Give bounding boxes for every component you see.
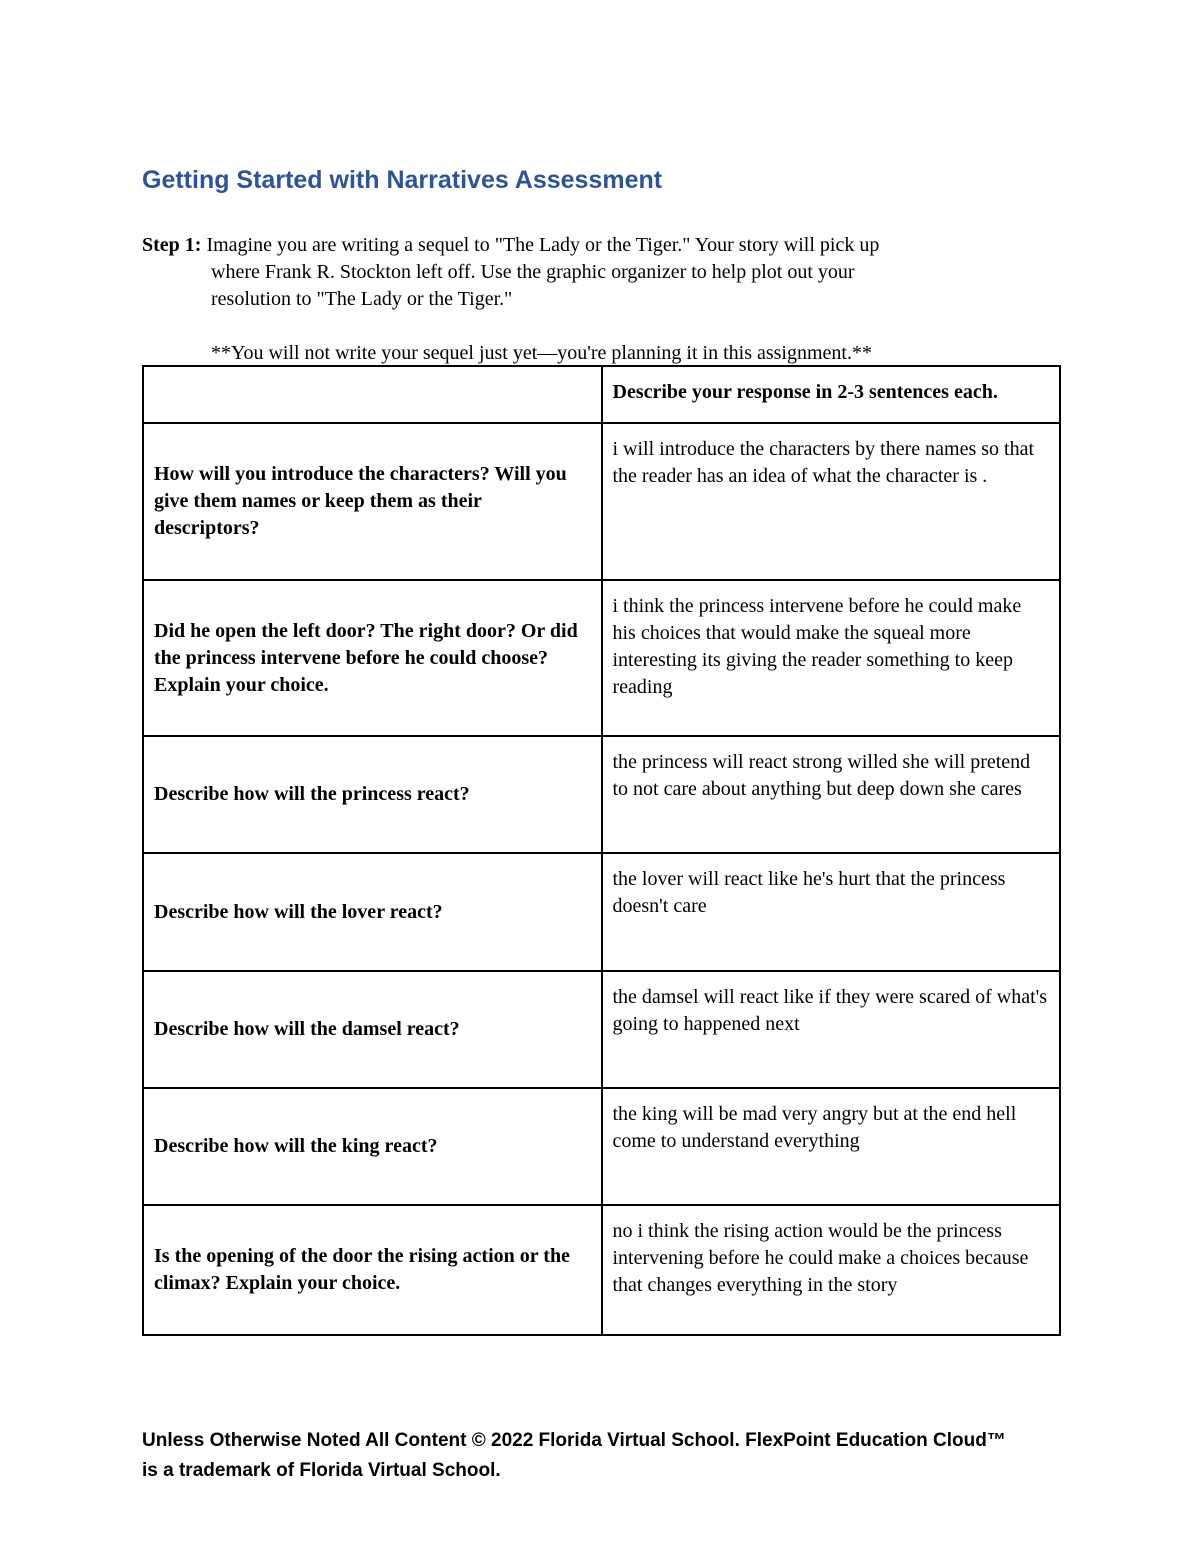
answer-cell: i will introduce the characters by there names so that the reader has an idea of what the character is . — [602, 423, 1061, 580]
answer-cell: the lover will react like he's hurt that the princess doesn't care — [602, 853, 1061, 971]
step-instructions — [142, 232, 1022, 313]
table-row — [143, 853, 1060, 971]
answer-cell: the princess will react strong willed she will pretend to not care about anything but deep down she cares — [602, 736, 1061, 853]
step-line-1-text: Imagine you are writing a sequel to "The Lady or the Tiger." Your story will pick up — [206, 234, 880, 256]
answer-cell: the damsel will react like if they were scared of what's going to happened next — [602, 971, 1061, 1088]
copyright-footer — [142, 1426, 1102, 1486]
page-title: Getting Started with Narratives Assessment — [142, 166, 663, 194]
table-row — [143, 1205, 1060, 1335]
question-cell: Describe how will the princess react? — [143, 736, 602, 853]
footer-line-1: Unless Otherwise Noted All Content © 2022 Florida Virtual School. FlexPoint Education Cloud™ — [142, 1430, 1006, 1451]
planning-note: **You will not write your sequel just yet—you're planning it in this assignment.** — [211, 342, 872, 364]
table-row — [143, 971, 1060, 1088]
question-cell: Describe how will the damsel react? — [143, 971, 602, 1088]
question-cell: How will you introduce the characters? Will you give them names or keep them as their descriptors? — [143, 423, 602, 580]
answer-cell: no i think the rising action would be the princess intervening before he could make a choices because that changes everything in the story — [602, 1205, 1061, 1335]
step-line-1 — [142, 232, 1022, 259]
header-cell-response: Describe your response in 2-3 sentences each. — [602, 366, 1061, 423]
table-row — [143, 736, 1060, 853]
table-row — [143, 1088, 1060, 1205]
footer-line-2: is a trademark of Florida Virtual School. — [142, 1460, 501, 1481]
table-row — [143, 423, 1060, 580]
question-cell: Describe how will the king react? — [143, 1088, 602, 1205]
header-cell-blank — [143, 366, 602, 423]
step-line-3: resolution to "The Lady or the Tiger." — [211, 288, 513, 310]
step-line-2: where Frank R. Stockton left off. Use the graphic organizer to help plot out your — [211, 261, 855, 283]
question-cell: Did he open the left door? The right door? Or did the princess intervene before he could choose? Explain your choice. — [143, 580, 602, 736]
table-header-row — [143, 366, 1060, 423]
question-cell: Is the opening of the door the rising action or the climax? Explain your choice. — [143, 1205, 602, 1335]
answer-cell: the king will be mad very angry but at the end hell come to understand everything — [602, 1088, 1061, 1205]
answer-cell: i think the princess intervene before he could make his choices that would make the squeal more interesting its giving the reader something to keep reading — [602, 580, 1061, 736]
step-label: Step 1: — [142, 234, 202, 256]
question-cell: Describe how will the lover react? — [143, 853, 602, 971]
graphic-organizer-table — [142, 365, 1061, 1336]
table-row — [143, 580, 1060, 736]
